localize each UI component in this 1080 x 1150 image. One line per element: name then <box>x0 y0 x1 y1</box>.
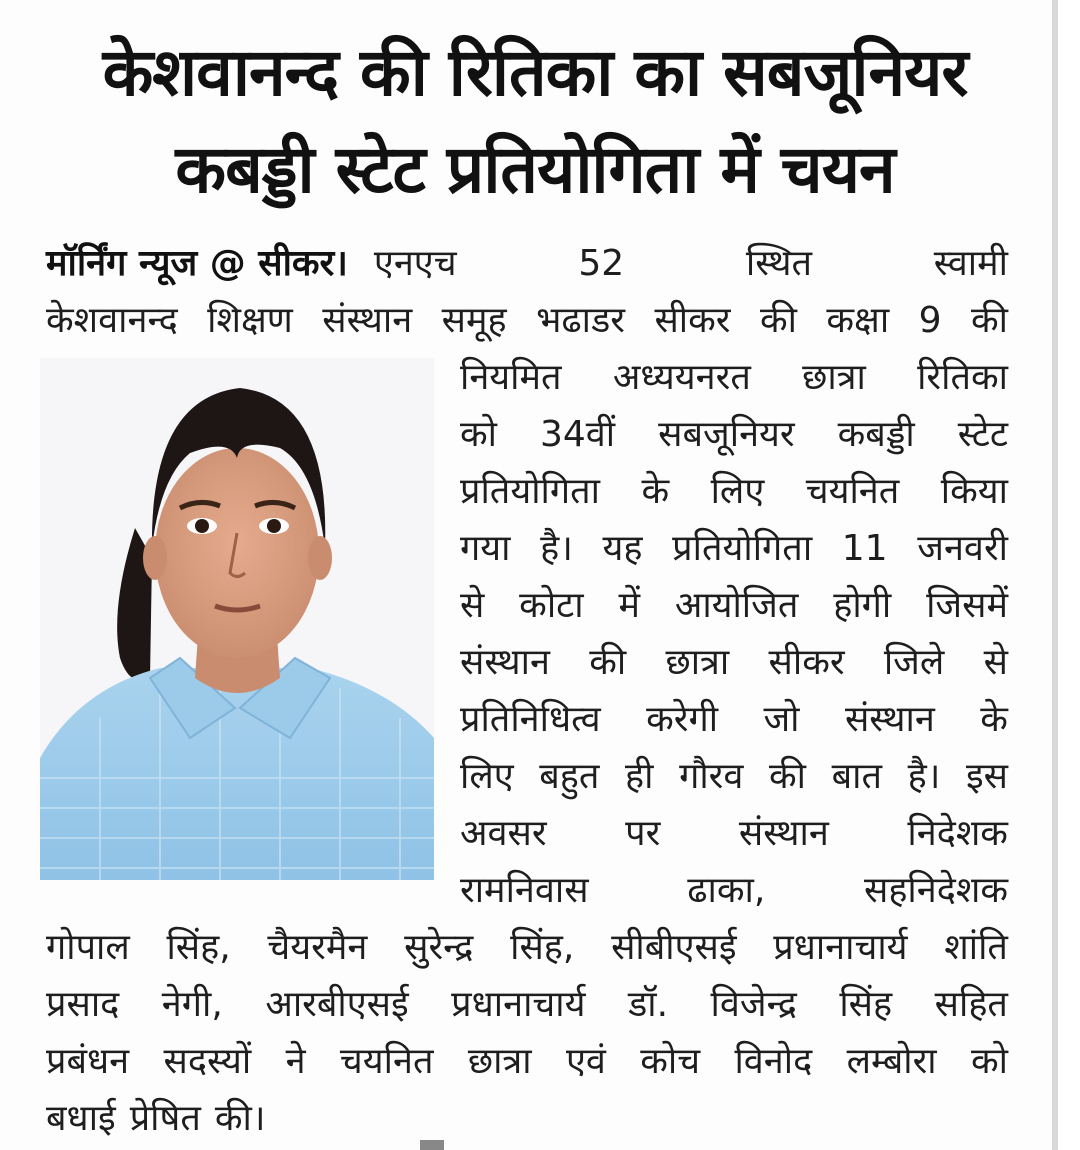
word: शांति <box>944 927 1008 968</box>
word: चयनित <box>805 471 900 512</box>
word: जनवरी <box>917 528 1008 569</box>
word: नेगी, <box>161 984 223 1025</box>
word: ने <box>285 1041 306 1082</box>
word: सिंह <box>839 984 893 1025</box>
word: निदेशक <box>907 813 1008 854</box>
word: गौरव <box>679 756 744 797</box>
dateline: मॉर्निंग न्यूज @ सीकर। <box>46 243 348 284</box>
word: आयोजित <box>674 585 799 626</box>
word: रामनिवास <box>460 870 589 911</box>
student-portrait-image <box>40 358 434 880</box>
word: कक्षा <box>826 300 890 341</box>
word: जो <box>763 699 800 740</box>
word: एवं <box>565 1041 606 1082</box>
word: चैयरमैन <box>267 927 368 968</box>
body-line <box>460 870 1008 911</box>
word: की। <box>214 1098 266 1139</box>
word: की <box>759 300 797 341</box>
word: स्टेट <box>957 414 1008 455</box>
word: बहुत <box>539 756 600 797</box>
word: बात <box>831 756 882 797</box>
word: प्रेषित <box>129 1098 201 1139</box>
body-line <box>460 357 1008 398</box>
word: स्वामी <box>933 243 1008 284</box>
word: लम्बोरा <box>846 1041 937 1082</box>
word: सदस्यों <box>163 1041 252 1082</box>
body-line <box>46 984 1008 1025</box>
word: 34वीं <box>539 414 616 455</box>
word: विनोद <box>734 1041 813 1082</box>
body-line <box>46 243 1008 284</box>
word: केशवानन्द <box>46 300 178 341</box>
word: नियमित <box>460 357 562 398</box>
word: सीकर <box>654 300 731 341</box>
word: जिले <box>883 642 945 683</box>
word: यह <box>602 528 643 569</box>
word: प्रतियोगिता <box>460 471 600 512</box>
word: से <box>983 642 1008 683</box>
word: किया <box>940 471 1008 512</box>
word: अवसर <box>460 813 547 854</box>
body-line <box>46 927 1008 968</box>
body-line <box>460 528 1008 569</box>
word: प्रतियोगिता <box>672 528 813 569</box>
word: भढाडर <box>536 300 625 341</box>
body-text <box>373 243 1008 284</box>
word: इस <box>965 756 1008 797</box>
word: 9 <box>918 300 942 341</box>
word: के <box>980 699 1008 740</box>
word: विजेन्द्र <box>710 984 797 1025</box>
word: बधाई <box>46 1098 116 1139</box>
word: है। <box>540 528 573 569</box>
body-line <box>46 300 1008 341</box>
word: 11 <box>841 528 888 569</box>
word: जिसमें <box>926 585 1008 626</box>
word: है। <box>907 756 941 797</box>
word: अध्ययनरत <box>612 357 751 398</box>
word: प्रतिनिधित्व <box>460 699 601 740</box>
page-margin <box>1058 0 1080 1150</box>
word: कोच <box>640 1041 701 1082</box>
word: को <box>460 414 497 455</box>
word: छात्रा <box>665 642 730 683</box>
word: कबड्डी <box>837 414 915 455</box>
word: स्थित <box>745 243 813 284</box>
word: के <box>641 471 670 512</box>
word: संस्थान <box>322 300 413 341</box>
word: शिक्षण <box>207 300 293 341</box>
word: पर <box>625 813 661 854</box>
word: ढाका, <box>687 870 766 911</box>
next-article-fragment <box>420 1140 444 1150</box>
word: संस्थान <box>738 813 829 854</box>
word: चयनित <box>339 1041 434 1082</box>
word: लिए <box>710 471 765 512</box>
word: डॉ. <box>628 984 669 1025</box>
word: रितिका <box>917 357 1008 398</box>
word: लिए <box>460 756 514 797</box>
word: सिंह, <box>510 927 575 968</box>
word: में <box>618 585 640 626</box>
body-line <box>460 471 1008 512</box>
word: प्रबंधन <box>46 1041 130 1082</box>
word: प्रधानाचार्य <box>451 984 586 1025</box>
word: सिंह, <box>166 927 231 968</box>
body-line <box>460 699 1008 740</box>
word: को <box>971 1041 1008 1082</box>
body-line <box>460 756 1008 797</box>
word: छात्रा <box>802 357 866 398</box>
word: एनएच <box>373 243 457 284</box>
body-line <box>460 813 1008 854</box>
word: की <box>769 756 806 797</box>
word: की <box>970 300 1008 341</box>
body-line <box>46 1098 1008 1139</box>
word: छात्रा <box>467 1041 532 1082</box>
word: कोटा <box>519 585 584 626</box>
word: 52 <box>578 243 625 284</box>
headline-line-2: कबड्डी स्टेट प्रतियोगिता में चयन <box>175 131 895 208</box>
word: सहित <box>934 984 1008 1025</box>
word: प्रधानाचार्य <box>773 927 908 968</box>
headline-line-1: केशवानन्द की रितिका का सबजूनियर <box>102 34 968 111</box>
word: की <box>589 642 627 683</box>
body-line <box>460 642 1008 683</box>
word: करेगी <box>646 699 719 740</box>
word: सुरेन्द्र <box>404 927 474 968</box>
word: सीकर <box>768 642 845 683</box>
word: संस्थान <box>844 699 935 740</box>
word: आरबीएसई <box>265 984 409 1025</box>
body-line <box>460 585 1008 626</box>
word: समूह <box>441 300 507 341</box>
word: ही <box>625 756 654 797</box>
word: गोपाल <box>46 927 130 968</box>
word: सीबीएसई <box>611 927 737 968</box>
word: प्रसाद <box>46 984 120 1025</box>
word: होगी <box>833 585 892 626</box>
body-line <box>460 414 1008 455</box>
word: से <box>460 585 485 626</box>
student-photo <box>40 358 434 880</box>
body-line <box>46 1041 1008 1082</box>
word: संस्थान <box>460 642 550 683</box>
word: सहनिदेशक <box>863 870 1008 911</box>
word: सबजूनियर <box>658 414 795 455</box>
word: गया <box>460 528 511 569</box>
